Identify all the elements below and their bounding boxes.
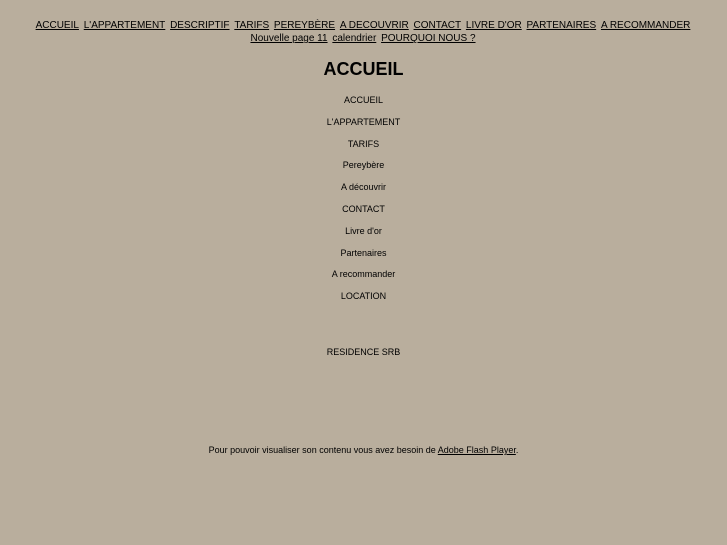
menu-item-contact: CONTACT [342,203,385,214]
flash-player-link[interactable]: Adobe Flash Player [437,445,516,455]
nav-link-pourquoi-nous[interactable]: POURQUOI NOUS ? [381,33,476,44]
nav-link-contact[interactable]: CONTACT [413,20,462,31]
nav-link-nouvelle-page[interactable]: Nouvelle page 11 [250,33,328,44]
menu-item-livre-dor: Livre d'or [345,225,382,236]
menu-item-tarifs: TARIFS [347,138,380,149]
flash-player-notice [0,445,727,456]
nav-link-partenaires[interactable]: PARTENAIRES [526,20,597,31]
nav-link-pereybere[interactable]: PEREYBÈRE [273,20,336,31]
menu-item-appartement: L'APPARTEMENT [326,116,401,127]
menu-item-location: LOCATION [340,291,387,302]
top-navigation [24,19,702,45]
nav-link-calendrier[interactable]: calendrier [332,33,377,44]
flash-notice-suffix: . [515,445,519,455]
nav-link-tarifs[interactable]: TARIFS [234,20,270,31]
menu-item-pereybere: Pereybère [342,160,385,171]
menu-item-accueil: ACCUEIL [343,95,383,105]
nav-link-accueil[interactable]: ACCUEIL [35,20,79,31]
nav-link-descriptif[interactable]: DESCRIPTIF [170,20,230,31]
menu-item-partenaires: Partenaires [340,247,387,258]
nav-link-a-decouvrir[interactable]: A DECOUVRIR [339,20,409,31]
nav-link-livre-dor[interactable]: LIVRE D'OR [465,20,522,31]
flash-menu-fallback [0,95,727,313]
page-title: ACCUEIL [323,59,404,79]
residence-heading: RESIDENCE SRB [326,347,401,357]
nav-link-appartement[interactable]: L'APPARTEMENT [83,20,166,31]
nav-link-a-recommander[interactable]: A RECOMMANDER [600,20,691,31]
flash-notice-text: Pour pouvoir visualiser son contenu vous avez besoin de [208,445,438,455]
menu-item-a-recommander: A recommander [331,269,396,280]
menu-item-a-decouvrir: A découvrir [340,182,387,193]
